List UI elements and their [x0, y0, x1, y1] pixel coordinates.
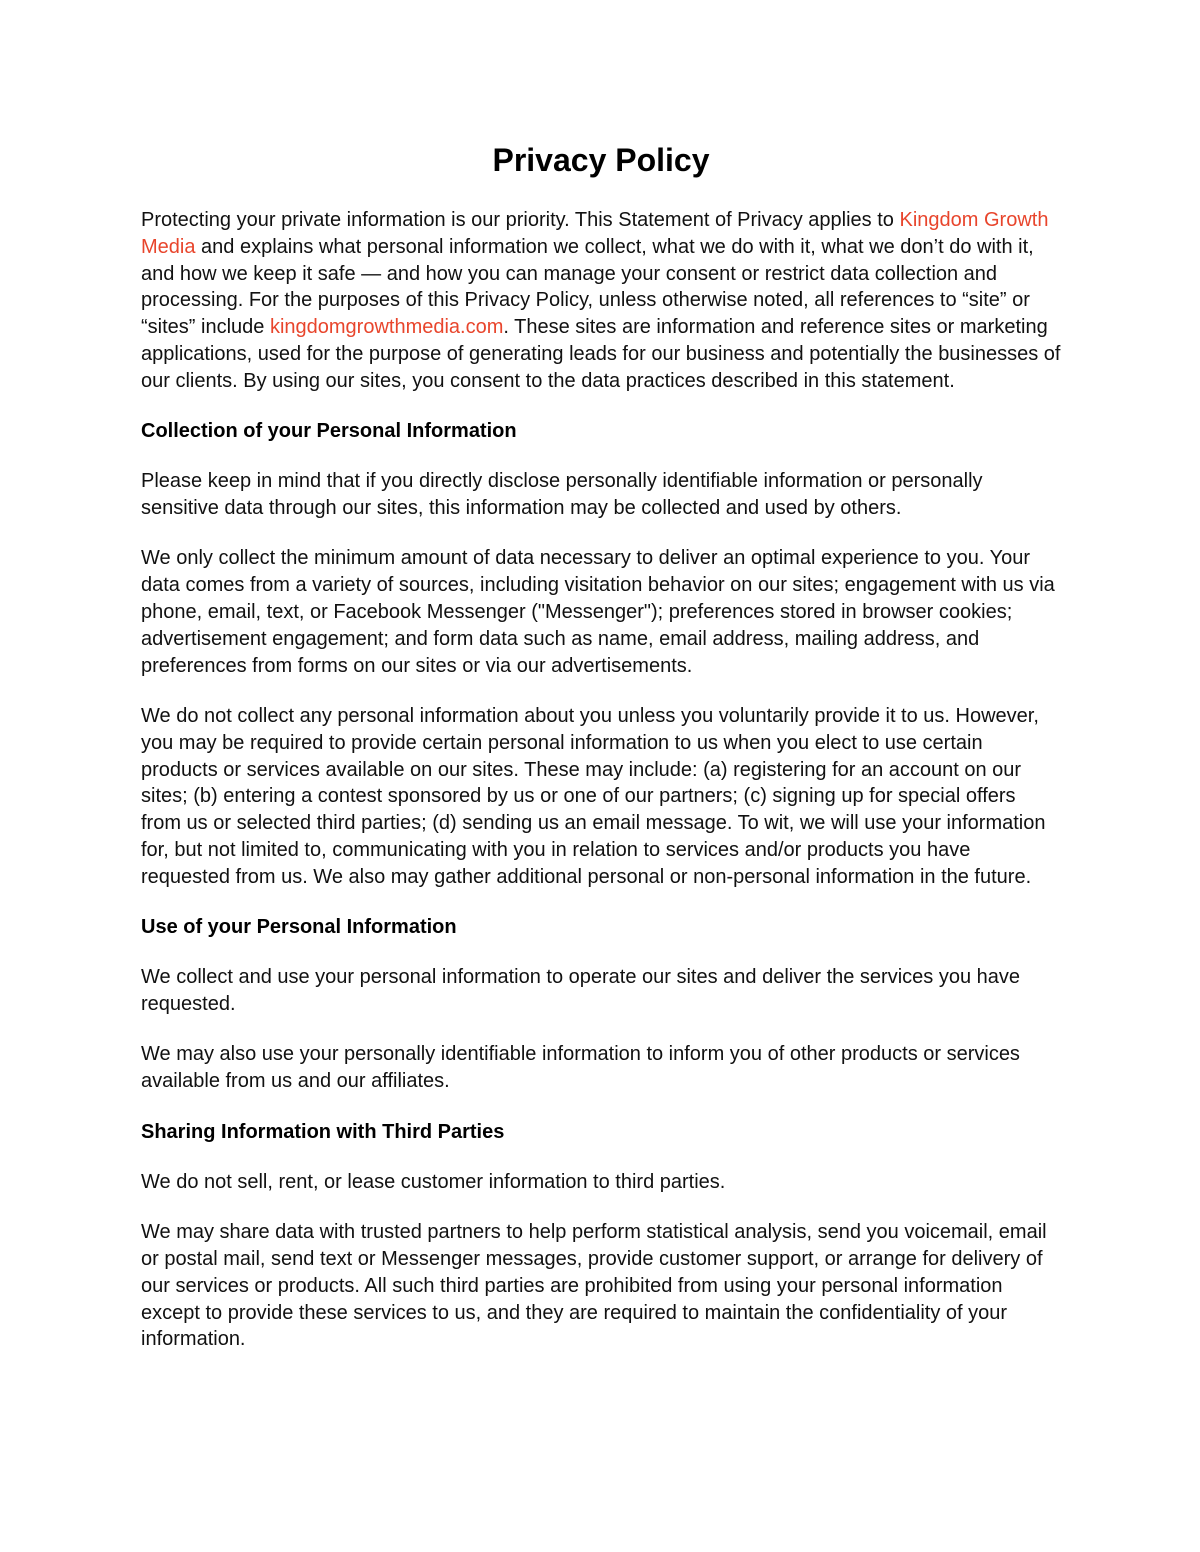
site-link[interactable]: kingdomgrowthmedia.com — [269, 316, 504, 339]
use-paragraph-2: We may also use your personally identifiable information to inform you of other products or services available from us and our affiliates. — [141, 1043, 1020, 1093]
collection-paragraph-1: Please keep in mind that if you directly disclose personally identifiable information or personally sensitive data through our sites, this information may be collected and used by others. — [141, 470, 983, 520]
section-heading-collection: Collection of your Personal Information — [141, 420, 517, 443]
collection-paragraph-2: We only collect the minimum amount of data necessary to deliver an optimal experience to you. Your data comes from a variety of sources, including visitation behavior on our sites; engagement with us via phone, email, text, or Facebook Messenger ("Messenger"); preferences stored in browser cookies; advertisement engagement; and form data such as name, email address, mailing address, and preferences from forms on our sites or via our advertisements. — [141, 547, 1055, 677]
intro-text-2: and explains what personal information we collect, what we do with it, what we don’t do with it, and how we keep it safe — and how you can manage your consent or restrict data collection and processing. For the purposes of this Privacy Policy, unless otherwise noted, all references to “site” or “sites” include — [141, 235, 1034, 339]
sharing-paragraph-2: We may share data with trusted partners to help perform statistical analysis, send you voicemail, email or postal mail, send text or Messenger messages, provide customer support, or arrange for delivery of our services or products. All such third parties are prohibited from using your personal information except to provide these services to us, and they are required to maintain the confidentiality of your information. — [141, 1221, 1047, 1351]
section-heading-sharing: Sharing Information with Third Parties — [141, 1120, 505, 1143]
page-title: Privacy Policy — [492, 142, 710, 178]
document-body — [141, 207, 1061, 1377]
use-paragraph-1: We collect and use your personal information to operate our sites and deliver the services you have requested. — [141, 966, 1021, 1016]
section-heading-use: Use of your Personal Information — [141, 916, 457, 939]
intro-text-3: . These sites are information and reference sites or marketing applications, used for the purpose of generating leads for our business and potentially the businesses of our clients. By using our sites, you consent to the data practices described in this statement. — [141, 316, 1061, 392]
company-link[interactable]: Kingdom Growth Media — [141, 209, 1049, 258]
intro-paragraph — [141, 207, 1061, 395]
collection-paragraph-3: We do not collect any personal information about you unless you voluntarily provide it to us. However, you may be required to provide certain personal information to us when you elect to use certain products or services available on our sites. These may include: (a) registering for an account on our sites; (b) entering a contest sponsored by us or one of our partners; (c) signing up for special offers from us or selected third parties; (d) sending us an email message. To wit, we will use your information for, but not limited to, communicating with you in relation to services and/or products you have requested from us. We also may gather additional personal or non-personal information in the future. — [141, 704, 1046, 888]
intro-text-1: Protecting your private information is our priority. This Statement of Privacy applies to — [141, 209, 900, 231]
sharing-paragraph-1: We do not sell, rent, or lease customer information to third parties. — [141, 1170, 726, 1193]
